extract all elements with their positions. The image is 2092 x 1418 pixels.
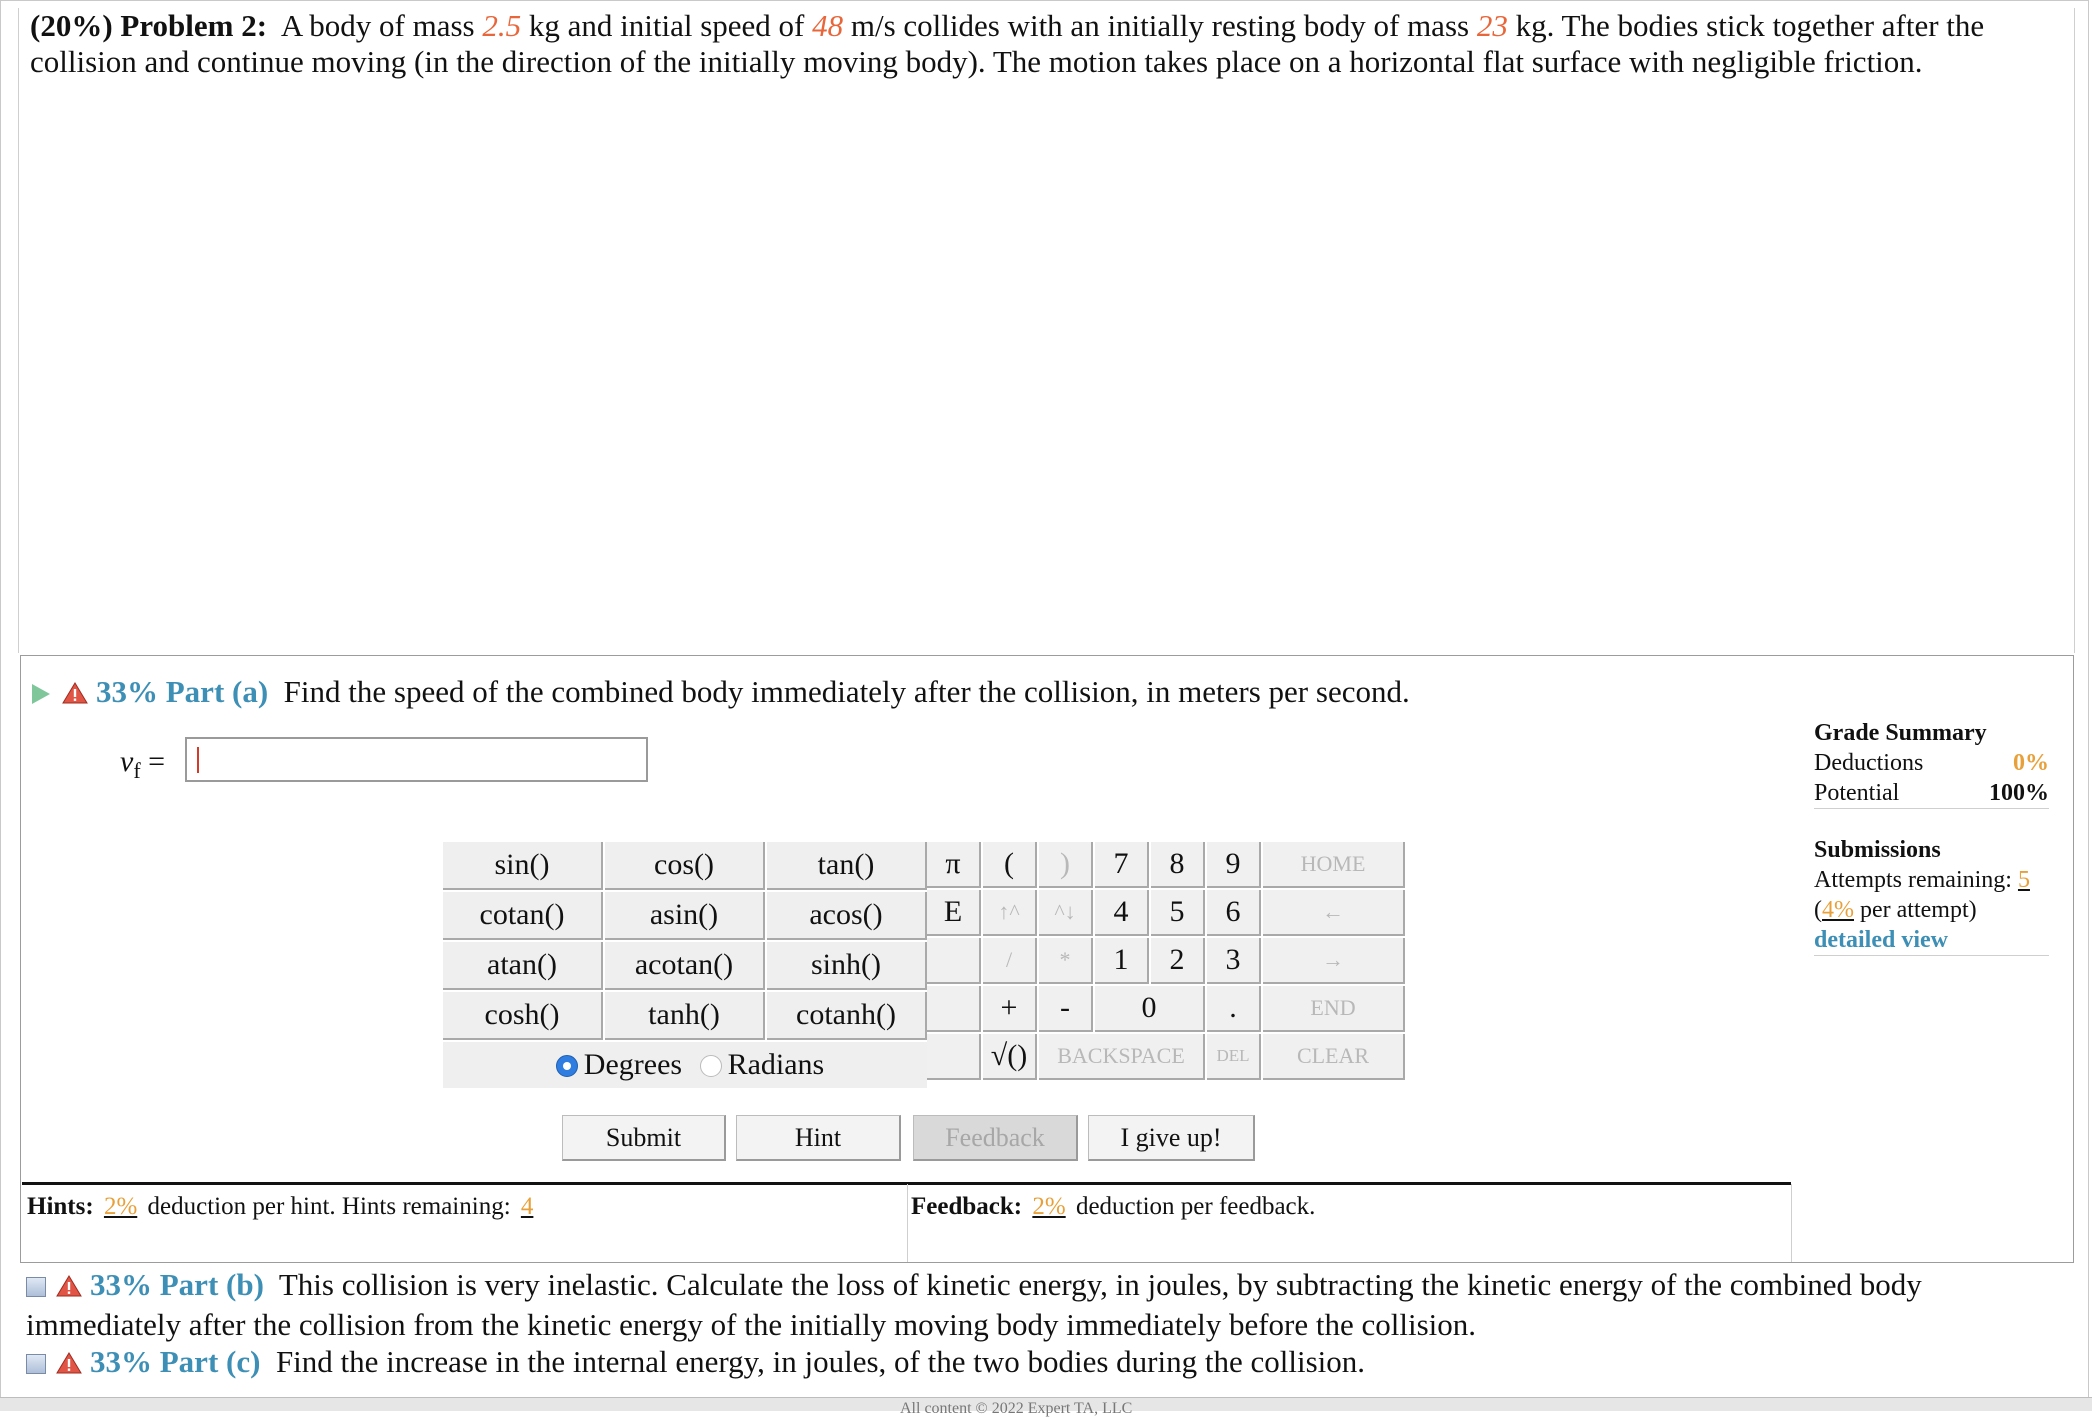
warning-icon bbox=[56, 1269, 82, 1306]
key-0[interactable]: 0 bbox=[1095, 986, 1205, 1032]
radians-label: Radians bbox=[727, 1048, 825, 1081]
feedback-button[interactable]: Feedback bbox=[913, 1115, 1078, 1161]
submit-button[interactable]: Submit bbox=[562, 1115, 726, 1161]
deductions-value: 0% bbox=[2013, 750, 2049, 776]
key-multiply[interactable]: * bbox=[1039, 938, 1093, 984]
key-clear[interactable]: CLEAR bbox=[1263, 1034, 1405, 1080]
hint-button[interactable]: Hint bbox=[736, 1115, 901, 1161]
key-right-arrow[interactable]: → bbox=[1263, 938, 1405, 984]
collapsed-parts bbox=[26, 1266, 2066, 1383]
key-del[interactable]: DEL bbox=[1207, 1034, 1261, 1080]
key-blank-3 bbox=[927, 1034, 981, 1080]
detailed-view-link[interactable]: detailed view bbox=[1814, 927, 1948, 953]
degrees-label: Degrees bbox=[583, 1048, 683, 1081]
attempts-label: Attempts remaining: bbox=[1814, 867, 2012, 893]
deductions-row bbox=[1814, 748, 2049, 778]
key-plus[interactable]: + bbox=[983, 986, 1037, 1032]
key-sqrt[interactable]: √() bbox=[983, 1034, 1037, 1080]
func-acos[interactable]: acos() bbox=[767, 892, 927, 940]
key-decimal[interactable]: . bbox=[1207, 986, 1261, 1032]
key-2[interactable]: 2 bbox=[1151, 938, 1205, 984]
footer-copyright: All content © 2022 Expert TA, LLC bbox=[900, 1400, 1133, 1417]
part-b-tag: Part (b) bbox=[159, 1267, 264, 1302]
key-end[interactable]: END bbox=[1263, 986, 1405, 1032]
key-7[interactable]: 7 bbox=[1095, 842, 1149, 888]
hints-remaining: 4 bbox=[520, 1193, 534, 1220]
warning-icon bbox=[56, 1346, 82, 1383]
angle-mode-row bbox=[443, 1042, 927, 1088]
key-blank-2 bbox=[927, 986, 981, 1032]
collapse-icon[interactable] bbox=[26, 1354, 46, 1374]
part-b-question: This collision is very inelastic. Calculate the loss of kinetic energy, in joules, by subtracting the kinetic energy of the combined body immediately after the collision from the kinetic energy of the initially moving body immediately before the collision. bbox=[26, 1267, 1922, 1342]
hints-deduction: 2% bbox=[103, 1193, 138, 1220]
text-caret bbox=[197, 747, 199, 773]
potential-label: Potential bbox=[1814, 780, 1900, 806]
key-pi[interactable]: π bbox=[927, 842, 981, 888]
part-c-tag: Part (c) bbox=[159, 1344, 261, 1379]
problem-text-3: m/s collides with an initially resting body of mass bbox=[850, 8, 1470, 43]
hints-label: Hints: bbox=[27, 1193, 94, 1220]
feedback-label: Feedback: bbox=[911, 1193, 1023, 1220]
radians-radio[interactable] bbox=[700, 1055, 722, 1077]
func-asin[interactable]: asin() bbox=[605, 892, 765, 940]
func-sinh[interactable]: sinh() bbox=[767, 942, 927, 990]
key-9[interactable]: 9 bbox=[1207, 842, 1261, 888]
key-close-paren[interactable]: ) bbox=[1039, 842, 1093, 888]
attempts-value: 5 bbox=[2017, 867, 2030, 893]
hints-text: deduction per hint. Hints remaining: bbox=[147, 1193, 511, 1220]
mass2-value: 23 bbox=[1476, 8, 1508, 43]
func-atan[interactable]: atan() bbox=[443, 942, 603, 990]
func-cotanh[interactable]: cotanh() bbox=[767, 992, 927, 1040]
key-backspace[interactable]: BACKSPACE bbox=[1039, 1034, 1205, 1080]
mass1-value: 2.5 bbox=[482, 8, 522, 43]
problem-text-4: kg. The bodies stick together after the collision and continue moving (in the direction of the initially moving body). The motion takes place on a horizontal flat surface with negligible friction. bbox=[30, 8, 1985, 79]
key-left-arrow[interactable]: ← bbox=[1263, 890, 1405, 936]
key-6[interactable]: 6 bbox=[1207, 890, 1261, 936]
key-home[interactable]: HOME bbox=[1263, 842, 1405, 888]
answer-var-subscript: f bbox=[133, 758, 141, 783]
give-up-button[interactable]: I give up! bbox=[1088, 1115, 1255, 1161]
problem-weight: (20%) bbox=[30, 8, 113, 43]
submissions-title: Submissions bbox=[1814, 837, 1941, 863]
part-b-weight: 33% bbox=[90, 1267, 152, 1302]
problem-statement bbox=[30, 8, 2070, 80]
collapse-icon[interactable] bbox=[26, 1277, 46, 1297]
degrees-radio[interactable] bbox=[556, 1055, 578, 1077]
key-4[interactable]: 4 bbox=[1095, 890, 1149, 936]
answer-variable bbox=[120, 745, 165, 784]
problem-label: Problem 2: bbox=[120, 8, 268, 43]
key-8[interactable]: 8 bbox=[1151, 842, 1205, 888]
per-attempt-label: per attempt) bbox=[1860, 897, 1977, 923]
part-a-question: Find the speed of the combined body immediately after the collision, in meters per second. bbox=[283, 674, 1410, 709]
potential-value: 100% bbox=[1989, 780, 2049, 806]
grade-summary-title: Grade Summary bbox=[1814, 720, 1987, 746]
number-keypad bbox=[925, 840, 1407, 1082]
func-cos[interactable]: cos() bbox=[605, 842, 765, 890]
feedback-deduction: 2% bbox=[1032, 1193, 1066, 1220]
answer-input[interactable] bbox=[185, 737, 648, 782]
key-open-paren[interactable]: ( bbox=[983, 842, 1037, 888]
func-cosh[interactable]: cosh() bbox=[443, 992, 603, 1040]
key-down[interactable]: ^↓ bbox=[1039, 890, 1093, 936]
answer-var-symbol: v bbox=[120, 745, 134, 778]
problem-text-1: A body of mass bbox=[280, 8, 475, 43]
feedback-right-divider bbox=[1791, 1184, 1792, 1262]
key-blank bbox=[927, 938, 981, 984]
deductions-label: Deductions bbox=[1814, 750, 1924, 776]
hints-info bbox=[27, 1190, 537, 1224]
key-minus[interactable]: - bbox=[1039, 986, 1093, 1032]
func-sin[interactable]: sin() bbox=[443, 842, 603, 890]
detailed-view-row bbox=[1814, 925, 2049, 956]
hint-feedback-divider bbox=[907, 1184, 908, 1262]
part-c-header[interactable] bbox=[26, 1343, 2066, 1383]
key-1[interactable]: 1 bbox=[1095, 938, 1149, 984]
grade-summary bbox=[1814, 718, 2049, 956]
warning-icon bbox=[62, 675, 88, 715]
feedback-info bbox=[911, 1190, 1315, 1224]
part-b-header[interactable] bbox=[26, 1266, 2066, 1343]
part-c-weight: 33% bbox=[90, 1344, 152, 1379]
problem-text-2: kg and initial speed of bbox=[528, 8, 805, 43]
key-e[interactable]: E bbox=[927, 890, 981, 936]
potential-row bbox=[1814, 778, 2049, 809]
attempts-row bbox=[1814, 865, 2049, 895]
answer-equals: = bbox=[148, 745, 166, 778]
feedback-text: deduction per feedback. bbox=[1075, 1193, 1316, 1220]
key-3[interactable]: 3 bbox=[1207, 938, 1261, 984]
per-attempt-open: ( bbox=[1814, 897, 1822, 923]
func-tanh[interactable]: tanh() bbox=[605, 992, 765, 1040]
part-a-header bbox=[32, 672, 1410, 715]
part-a-tag: Part (a) bbox=[165, 674, 269, 709]
key-up[interactable]: ↑^ bbox=[983, 890, 1037, 936]
part-a-weight: 33% bbox=[96, 674, 158, 709]
key-5[interactable]: 5 bbox=[1151, 890, 1205, 936]
expand-arrow-icon[interactable] bbox=[32, 684, 50, 704]
key-divide[interactable]: / bbox=[983, 938, 1037, 984]
func-acotan[interactable]: acotan() bbox=[605, 942, 765, 990]
problem-area bbox=[18, 8, 2075, 653]
func-cotan[interactable]: cotan() bbox=[443, 892, 603, 940]
per-attempt-row bbox=[1814, 895, 2049, 925]
function-keypad bbox=[441, 840, 929, 1090]
func-tan[interactable]: tan() bbox=[767, 842, 927, 890]
part-c-question: Find the increase in the internal energy, in joules, of the two bodies during the collision. bbox=[275, 1344, 1366, 1379]
per-attempt-value: 4% bbox=[1822, 897, 1854, 923]
speed-value: 48 bbox=[812, 8, 844, 43]
